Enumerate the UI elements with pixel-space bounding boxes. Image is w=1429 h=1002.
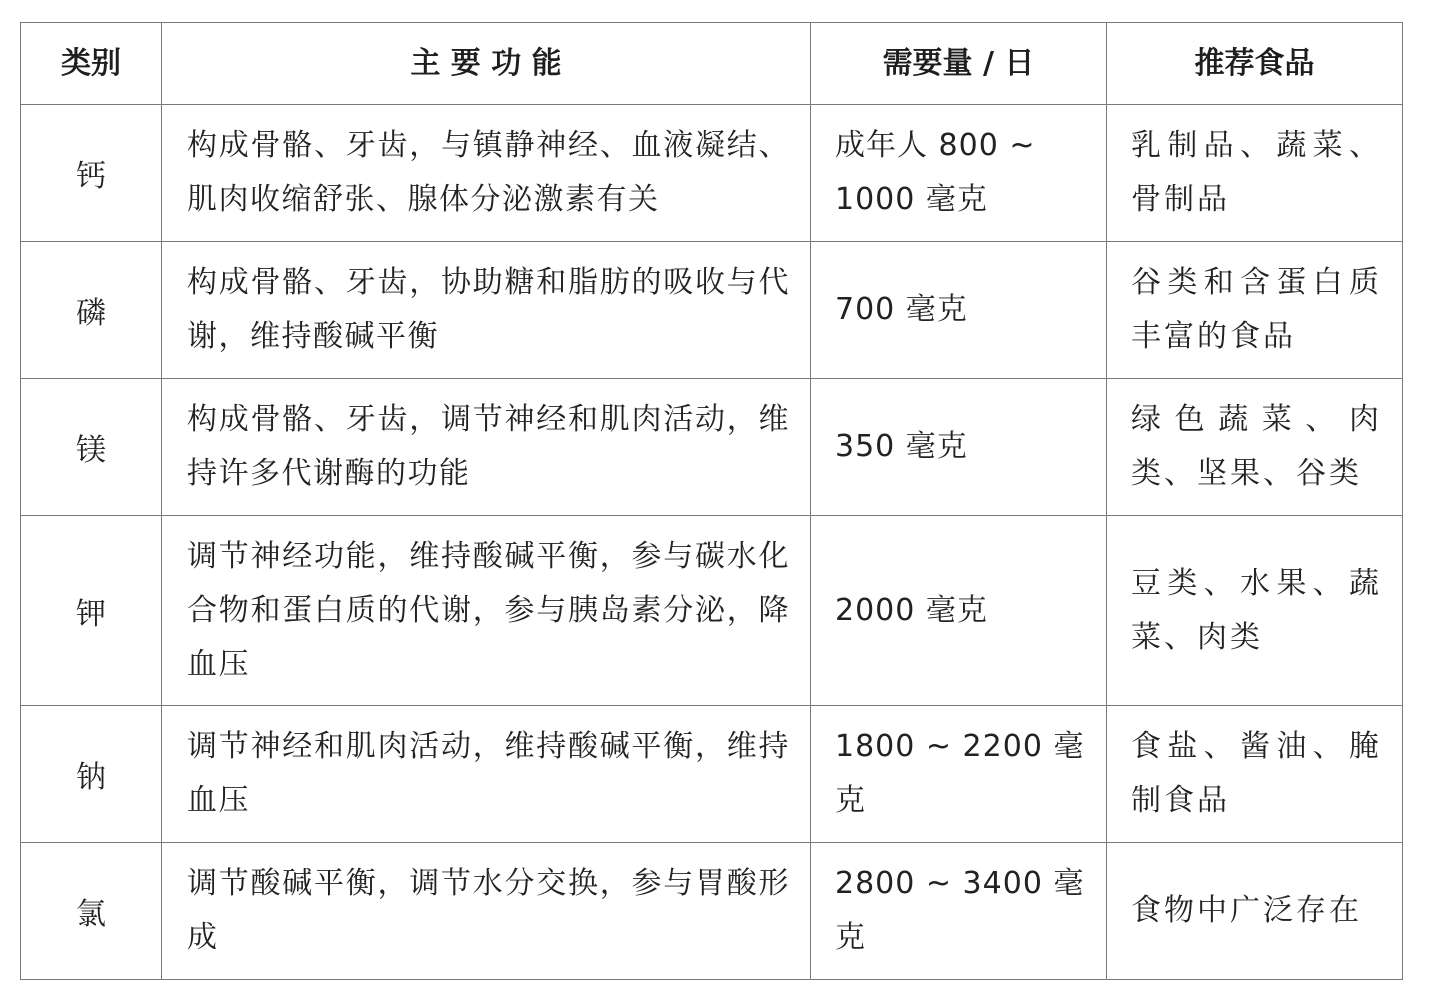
daily-need-cell: 成年人 800 ~ 1000 毫克	[811, 105, 1107, 242]
table-row	[21, 706, 1403, 843]
foods-cell: 食盐、酱油、腌制食品	[1107, 706, 1403, 843]
daily-need-cell: 2000 毫克	[811, 516, 1107, 706]
category-cell: 磷	[21, 242, 162, 379]
header-function: 主 要 功 能	[162, 23, 811, 105]
foods-cell: 谷类和含蛋白质丰富的食品	[1107, 242, 1403, 379]
foods-cell: 食物中广泛存在	[1107, 843, 1403, 980]
table-row	[21, 105, 1403, 242]
header-foods: 推荐食品	[1107, 23, 1403, 105]
table-row	[21, 379, 1403, 516]
foods-cell: 绿色蔬菜、肉类、坚果、谷类	[1107, 379, 1403, 516]
category-cell: 镁	[21, 379, 162, 516]
table-row	[21, 516, 1403, 706]
daily-need-cell: 700 毫克	[811, 242, 1107, 379]
foods-cell: 豆类、水果、蔬菜、肉类	[1107, 516, 1403, 706]
category-cell: 氯	[21, 843, 162, 980]
table-header-row	[21, 23, 1403, 105]
table-row	[21, 843, 1403, 980]
daily-need-cell: 350 毫克	[811, 379, 1107, 516]
function-cell: 调节酸碱平衡，调节水分交换，参与胃酸形成	[162, 843, 811, 980]
mineral-table	[20, 22, 1403, 980]
function-cell: 调节神经和肌肉活动，维持酸碱平衡，维持血压	[162, 706, 811, 843]
category-cell: 钠	[21, 706, 162, 843]
function-cell: 构成骨骼、牙齿，与镇静神经、血液凝结、肌肉收缩舒张、腺体分泌激素有关	[162, 105, 811, 242]
daily-need-cell: 1800 ~ 2200 毫克	[811, 706, 1107, 843]
header-category: 类别	[21, 23, 162, 105]
function-cell: 调节神经功能，维持酸碱平衡，参与碳水化合物和蛋白质的代谢，参与胰岛素分泌，降血压	[162, 516, 811, 706]
function-cell: 构成骨骼、牙齿，协助糖和脂肪的吸收与代谢，维持酸碱平衡	[162, 242, 811, 379]
table-row	[21, 242, 1403, 379]
daily-need-cell: 2800 ~ 3400 毫克	[811, 843, 1107, 980]
header-daily-need: 需要量 / 日	[811, 23, 1107, 105]
category-cell: 钾	[21, 516, 162, 706]
function-cell: 构成骨骼、牙齿，调节神经和肌肉活动，维持许多代谢酶的功能	[162, 379, 811, 516]
category-cell: 钙	[21, 105, 162, 242]
foods-cell: 乳制品、蔬菜、骨制品	[1107, 105, 1403, 242]
